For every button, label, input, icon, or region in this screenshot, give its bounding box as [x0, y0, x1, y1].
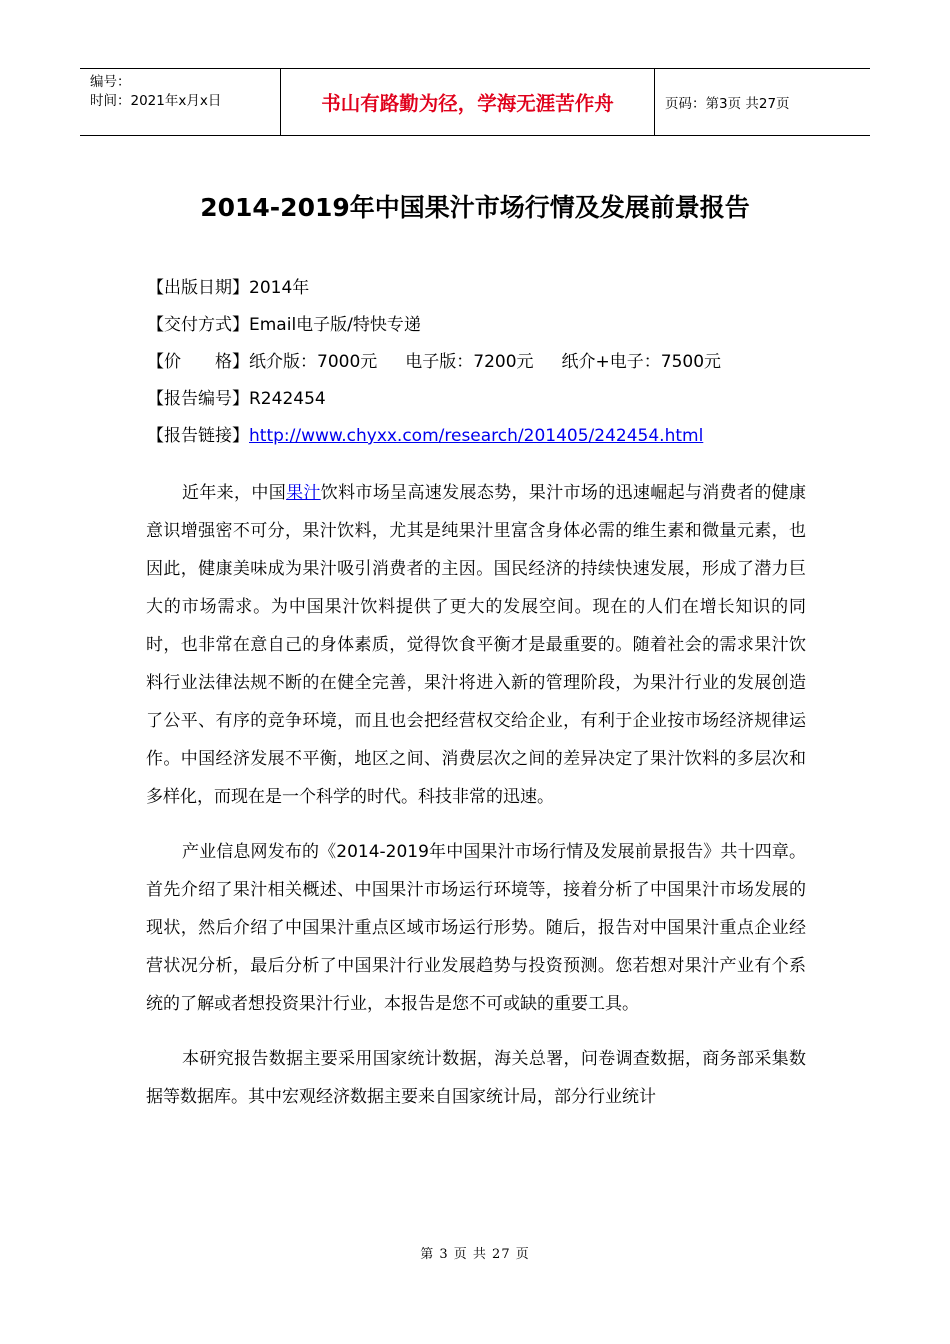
- header-number-label: 编号：: [90, 74, 131, 90]
- price-electronic: 电子版：7200元: [405, 352, 534, 372]
- report-meta: [147, 270, 827, 455]
- meta-price: [147, 344, 827, 381]
- meta-value: Email电子版/特快专递: [249, 315, 421, 335]
- meta-value: R242454: [249, 389, 326, 409]
- meta-label: 【交付方式】: [147, 315, 249, 335]
- paragraph-intro: [146, 474, 806, 816]
- report-body: [146, 474, 806, 1133]
- meta-publish-date: [147, 270, 827, 307]
- header-motto: 书山有路勤为径，学海无涯苦作舟: [280, 69, 655, 135]
- meta-value: 2014年: [249, 278, 310, 298]
- header-page-info: 页码：第3页 共27页: [665, 96, 790, 112]
- report-link[interactable]: http://www.chyxx.com/research/201405/242454.html: [249, 426, 704, 446]
- paragraph-summary: 产业信息网发布的《2014-2019年中国果汁市场行情及发展前景报告》共十四章。首先介绍了果汁相关概述、中国果汁市场运行环境等，接着分析了中国果汁市场发展的现状，然后介绍了中国果汁重点区域市场运行形势。随后，报告对中国果汁重点企业经营状况分析，最后分析了中国果汁行业发展趋势与投资预测。您若想对果汁产业有个系统的了解或者想投资果汁行业，本报告是您不可或缺的重要工具。: [146, 842, 806, 1014]
- price-combo: 纸介+电子：7500元: [561, 352, 722, 372]
- paragraph-text: 近年来，中国: [182, 483, 287, 503]
- header-info-cell: [80, 69, 280, 135]
- meta-delivery: [147, 307, 827, 344]
- paragraph-text: 饮料市场呈高速发展态势，果汁市场的迅速崛起与消费者的健康意识增强密不可分，果汁饮料，尤其是纯果汁里富含身体必需的维生素和微量元素，也因此，健康美味成为果汁吸引消费者的主因。国民经济的持续快速发展，形成了潜力巨大的市场需求。为中国果汁饮料提供了更大的发展空间。现在的人们在增长知识的同时，也非常在意自己的身体素质，觉得饮食平衡才是最重要的。随着社会的需求果汁饮料行业法律法规不断的在健全完善，果汁将进入新的管理阶段，为果汁行业的发展创造了公平、有序的竞争环境，而且也会把经营权交给企业，有利于企业按市场经济规律运作。中国经济发展不平衡，地区之间、消费层次之间的差异决定了果汁饮料的多层次和多样化，而现在是一个科学的时代。科技非常的迅速。: [146, 483, 807, 807]
- meta-label: 【报告链接】: [147, 426, 249, 446]
- meta-report-number: [147, 381, 827, 418]
- juice-link[interactable]: 果汁: [286, 483, 321, 503]
- meta-report-link: [147, 418, 827, 455]
- meta-label: 【报告编号】: [147, 389, 249, 409]
- document-header: [80, 68, 870, 136]
- page-footer: 第 3 页 共 27 页: [420, 1247, 530, 1262]
- meta-label: 【价 格】: [147, 352, 249, 372]
- price-paper: 纸介版：7000元: [249, 352, 378, 372]
- report-title: 2014-2019年中国果汁市场行情及发展前景报告: [200, 193, 750, 222]
- paragraph-data-sources: 本研究报告数据主要采用国家统计数据，海关总署，问卷调查数据，商务部采集数据等数据库。其中宏观经济数据主要来自国家统计局，部分行业统计: [146, 1049, 806, 1107]
- header-time-label: 时间：2021年x月x日: [90, 93, 222, 109]
- meta-label: 【出版日期】: [147, 278, 249, 298]
